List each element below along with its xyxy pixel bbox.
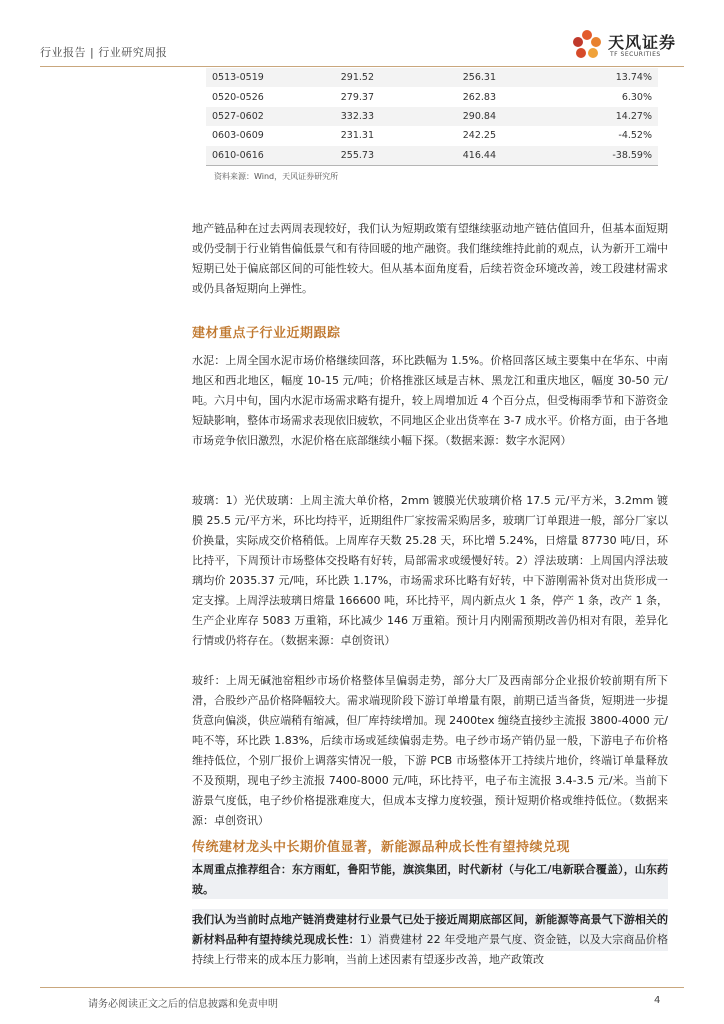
- thesis-text: 1）消费建材 22 年受地产景气度、资金链，以及大宗商品价格持续上行带来的成本压力影响，当前上述因素有望逐步改善，地产政策改: [192, 933, 668, 966]
- table-cell: -38.59%: [612, 149, 652, 161]
- picks-paragraph: [192, 860, 668, 900]
- brand-logo: [570, 24, 690, 64]
- table-cell: 291.52: [340, 72, 374, 84]
- cement-label: 水泥：: [192, 354, 226, 367]
- footer-divider: [40, 987, 684, 988]
- table-cell: 0527-0602: [212, 110, 264, 122]
- table-row: [206, 68, 658, 87]
- intro-paragraph: 地产链品种在过去两周表现较好，我们认为短期政策有望继续驱动地产链估值回升，但基本面短期或仍受制于行业销售偏低景气和有待回暖的地产融资。我们继续维持此前的观点，认为新开工端中短期已处于偏底部区间的可能性较大。但从基本面角度看，后续若资金环境改善，竣工段建材需求或仍具备短期向上弹性。: [192, 222, 668, 295]
- table-cell: 279.37: [340, 91, 374, 103]
- section-title-tracking: 建材重点子行业近期跟踪: [192, 326, 341, 341]
- brand-name-en: TF SECURITIES: [610, 51, 661, 58]
- glass-paragraph: [192, 491, 668, 651]
- thesis-lead: 我们认为当前时点地产链消费建材行业景气已处于接近周期底部区间，新能源等高景气下游相关的新材料品种有望持续兑现成长性：: [192, 913, 668, 946]
- table-cell: 13.74%: [615, 72, 652, 84]
- header-divider: [40, 66, 684, 67]
- table-cell: 262.83: [462, 91, 496, 103]
- table-cell: 0603-0609: [212, 130, 264, 142]
- section-title-outlook: 传统建材龙头中长期价值显著，新能源品种成长性有望持续兑现: [192, 840, 571, 855]
- table-cell: 255.73: [340, 149, 374, 161]
- fiberglass-paragraph: [192, 671, 668, 831]
- table-cell: 416.44: [462, 149, 496, 161]
- table-cell: 0610-0616: [212, 149, 264, 161]
- table-cell: 0513-0519: [212, 72, 264, 84]
- brand-name: 天风证券: [608, 33, 677, 52]
- fiberglass-label: 玻纤：: [192, 674, 227, 687]
- picks-label: 本周重点推荐组合：: [192, 863, 292, 876]
- flower-logo-icon: [570, 28, 604, 62]
- table-cell: 242.25: [462, 130, 496, 142]
- table-cell: 256.31: [462, 72, 496, 84]
- table-row: [206, 126, 658, 145]
- footer-disclaimer: 请务必阅读正文之后的信息披露和免责申明: [88, 999, 278, 1010]
- table-source-note: 资料来源：Wind，天风证券研究所: [214, 172, 339, 181]
- picks-text: 东方雨虹，鲁阳节能，旗滨集团，时代新材（与化工/电新联合覆盖），山东药玻。: [192, 863, 669, 896]
- cement-paragraph: [192, 351, 668, 451]
- thesis-paragraph: [192, 910, 668, 970]
- table-row: [206, 107, 658, 126]
- table-cell: 332.33: [340, 110, 374, 122]
- table-row: [206, 87, 658, 106]
- table-cell: 231.31: [340, 130, 374, 142]
- table-cell: -4.52%: [618, 130, 652, 142]
- page-number: 4: [654, 995, 661, 1006]
- table-cell: 6.30%: [621, 91, 652, 103]
- glass-text: 1）光伏玻璃：上周主流大单价格，2mm 镀膜光伏玻璃价格 17.5 元/平方米，3.2mm 镀膜 25.5 元/平方米，环比均持平，近期组件厂家按需采购居多，玻璃厂订单跟进一般，部分厂家以价换量，实际成交价格稍低。上周库存天数 25.28 天，环比增 5.24%，日熔量 87730 吨/日，环比持平，下周预计市场整体交投略有好转，局部需求或缓慢好转。2）浮法玻璃：上周国内浮法玻璃均价 2035.37 元/吨，环比跌 1.17%，市场需求环比略有好转，中下游刚需补货对出货形成一定支撑。上周浮法玻璃日熔量 166600 吨，环比持平，周内新点火 1 条，停产 1 条，改产 1 条，生产企业库存 5083 万重箱，环比减少 146 万重箱。预计月内刚需预期改善仍相对有限，差异化行情或仍将存在。（数据来源：卓创资讯）: [192, 494, 668, 647]
- fiberglass-text: 上周无碱池窑粗纱市场价格整体呈偏弱走势，部分大厂及西南部分企业报价较前期有所下滑，合股纱产品价格降幅较大。需求端现阶段下游订单增量有限，前期已适当备货，短期进一步提货意向偏淡，供应端稍有缩减，但厂库持续增加。现 2400tex 缠绕直接纱主流报 3800-4000 元/吨不等，环比跌 1.83%，后续市场或延续偏弱走势。电子纱市场产销仍显一般，下游电子布价格维持低位，个别厂报价上调落实情况一般，下游 PCB 市场整体开工持续片地价，终端订单量释放不及预期，现电子纱主流报 7400-8000 元/吨，环比持平，电子布主流报 3.4-3.5 元/米。当前下游景气度低，电子纱价格提涨难度大，但成本支撑力度较强，预计短期价格或维持低位。（数据来源：卓创资讯）: [192, 674, 669, 827]
- table-row: [206, 146, 658, 166]
- glass-label: 玻璃：: [192, 494, 226, 507]
- cement-text: 上周全国水泥市场价格继续回落，环比跌幅为 1.5%。价格回落区域主要集中在华东、中南地区和西北地区，幅度 10-15 元/吨；价格推涨区域是吉林、黑龙江和重庆地区，幅度 30-50 元/吨。六月中旬，国内水泥市场需求略有提升，较上周增加近 4 个百分点，但受梅雨季节和下游资金短缺影响，整体市场需求表现依旧疲软，不同地区企业出货率在 3-7 成水平。价格方面，由于各地市场竞争依旧激烈，水泥价格在底部继续小幅下探。（数据来源：数字水泥网）: [192, 354, 668, 447]
- price-table: [206, 68, 658, 166]
- table-cell: 0520-0526: [212, 91, 264, 103]
- table-cell: 290.84: [462, 110, 496, 122]
- table-cell: 14.27%: [615, 110, 652, 122]
- report-type-label: 行业报告 | 行业研究周报: [40, 46, 168, 59]
